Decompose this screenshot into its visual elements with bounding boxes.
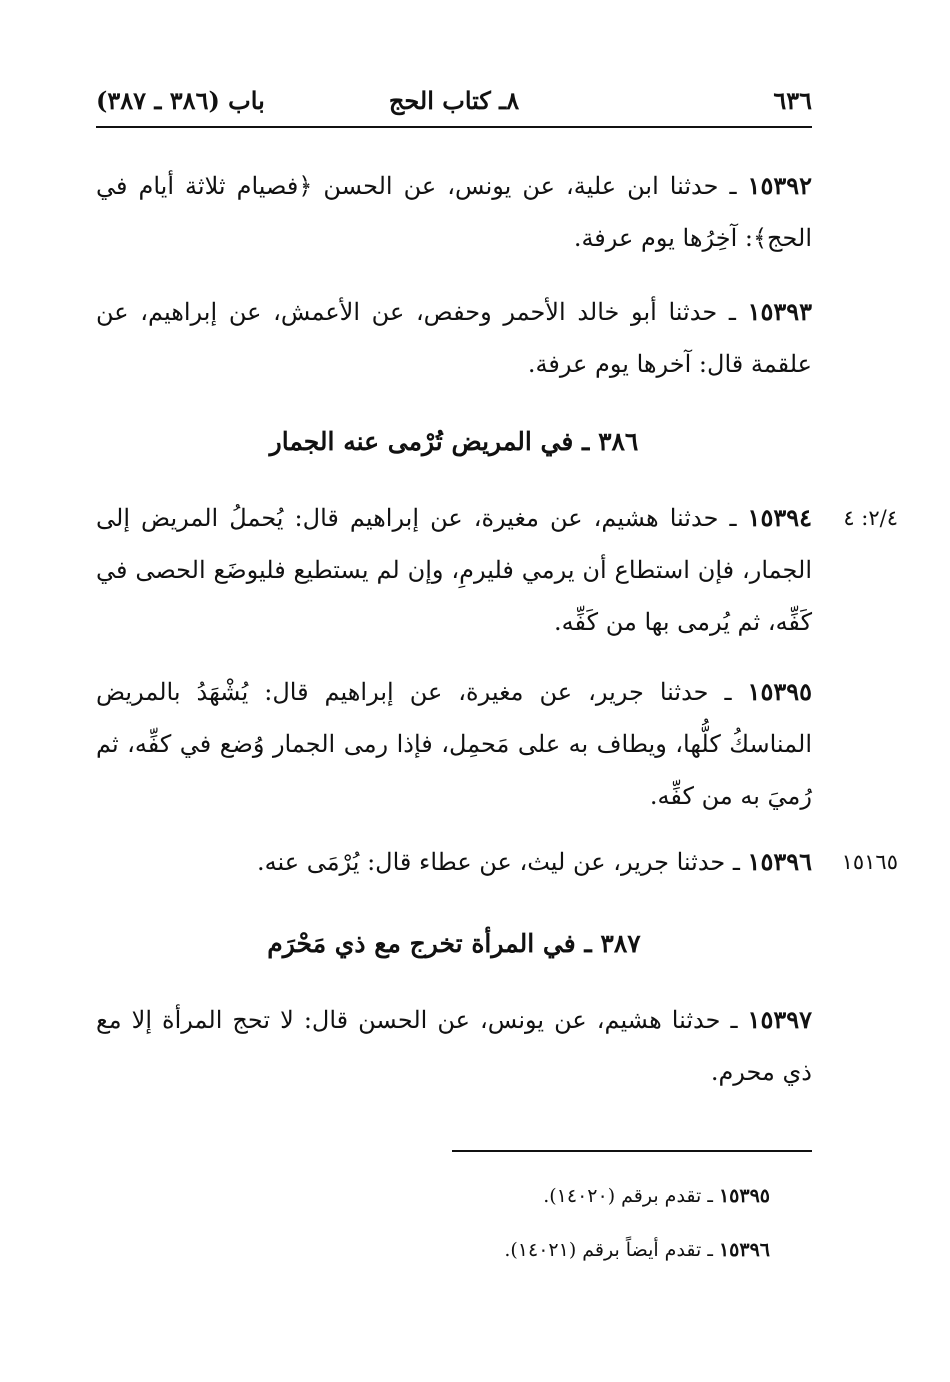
- running-header: [96, 82, 812, 124]
- hadith-number: ١٥٣٩٥: [747, 677, 812, 706]
- margin-reference: ٢/٤: ٤: [843, 506, 898, 530]
- chapter-title-387: ٣٨٧ ـ في المرأة تخرج مع ذي مَحْرَم: [267, 929, 641, 958]
- hadith-15393: [96, 286, 812, 390]
- hadith-15395: [96, 666, 812, 822]
- hadith-15397: [96, 994, 812, 1098]
- hadith-number: ١٥٣٩٦: [747, 847, 812, 876]
- hadith-number: ١٥٣٩٢: [747, 171, 812, 200]
- margin-reference: ١٥١٦٥: [841, 850, 898, 874]
- chapter-range: باب (٣٨٦ ـ ٣٨٧): [96, 86, 265, 115]
- footnote-number: ١٥٣٩٦: [718, 1239, 770, 1261]
- footnote-text: ـ تقدم برقم (١٤٠٢٠).: [543, 1185, 719, 1207]
- hadith-text: ـ حدثنا ابن علية، عن يونس، عن الحسن ﴿فصيام ثلاثة أيام في الحج﴾: آخِرُها يوم عرفة.: [96, 172, 812, 252]
- header-rule: [96, 126, 812, 128]
- chapter-title-386: ٣٨٦ ـ في المريض تُرْمى عنه الجمار: [269, 427, 639, 456]
- hadith-text: ـ حدثنا هشيم، عن مغيرة، عن إبراهيم قال: يُحملُ المريض إلى الجمار، فإن استطاع أن يرمي فليرمِ، وإن لم يستطيع فليوضَع الحصى في كَفِّه، ثم يُرمى بها من كَفِّه.: [96, 504, 812, 636]
- hadith-15396: [96, 836, 812, 888]
- footnote-rule: [452, 1150, 812, 1152]
- hadith-15392: [96, 160, 812, 264]
- footnote-number: ١٥٣٩٥: [718, 1185, 770, 1207]
- footnote-text: ـ تقدم أيضاً برقم (١٤٠٢١).: [504, 1239, 719, 1261]
- page-number: ٦٣٦: [773, 86, 812, 115]
- hadith-text: ـ حدثنا هشيم، عن يونس، عن الحسن قال: لا تحج المرأة إلا مع ذي محرم.: [96, 1006, 812, 1086]
- hadith-text: ـ حدثنا جرير، عن مغيرة، عن إبراهيم قال: يُشْهَدُ بالمريض المناسكُ كلُّها، ويطاف به على مَحمِل، فإذا رمى الجمار وُضع في كفِّه، ثم رُميَ به من كفِّه.: [96, 678, 812, 810]
- hadith-number: ١٥٣٩٣: [747, 297, 813, 326]
- footnote: [300, 1232, 770, 1268]
- hadith-text: ـ حدثنا جرير، عن ليث، عن عطاء قال: يُرْمَى عنه.: [257, 848, 748, 876]
- hadith-text: ـ حدثنا أبو خالد الأحمر وحفص، عن الأعمش، عن إبراهيم، عن علقمة قال: آخرها يوم عرفة.: [96, 298, 812, 378]
- hadith-number: ١٥٣٩٤: [747, 503, 812, 532]
- hadith-number: ١٥٣٩٧: [747, 1005, 812, 1034]
- book-title: ٨ـ كتاب الحج: [388, 86, 520, 115]
- hadith-15394: [96, 492, 812, 648]
- footnote: [300, 1178, 770, 1214]
